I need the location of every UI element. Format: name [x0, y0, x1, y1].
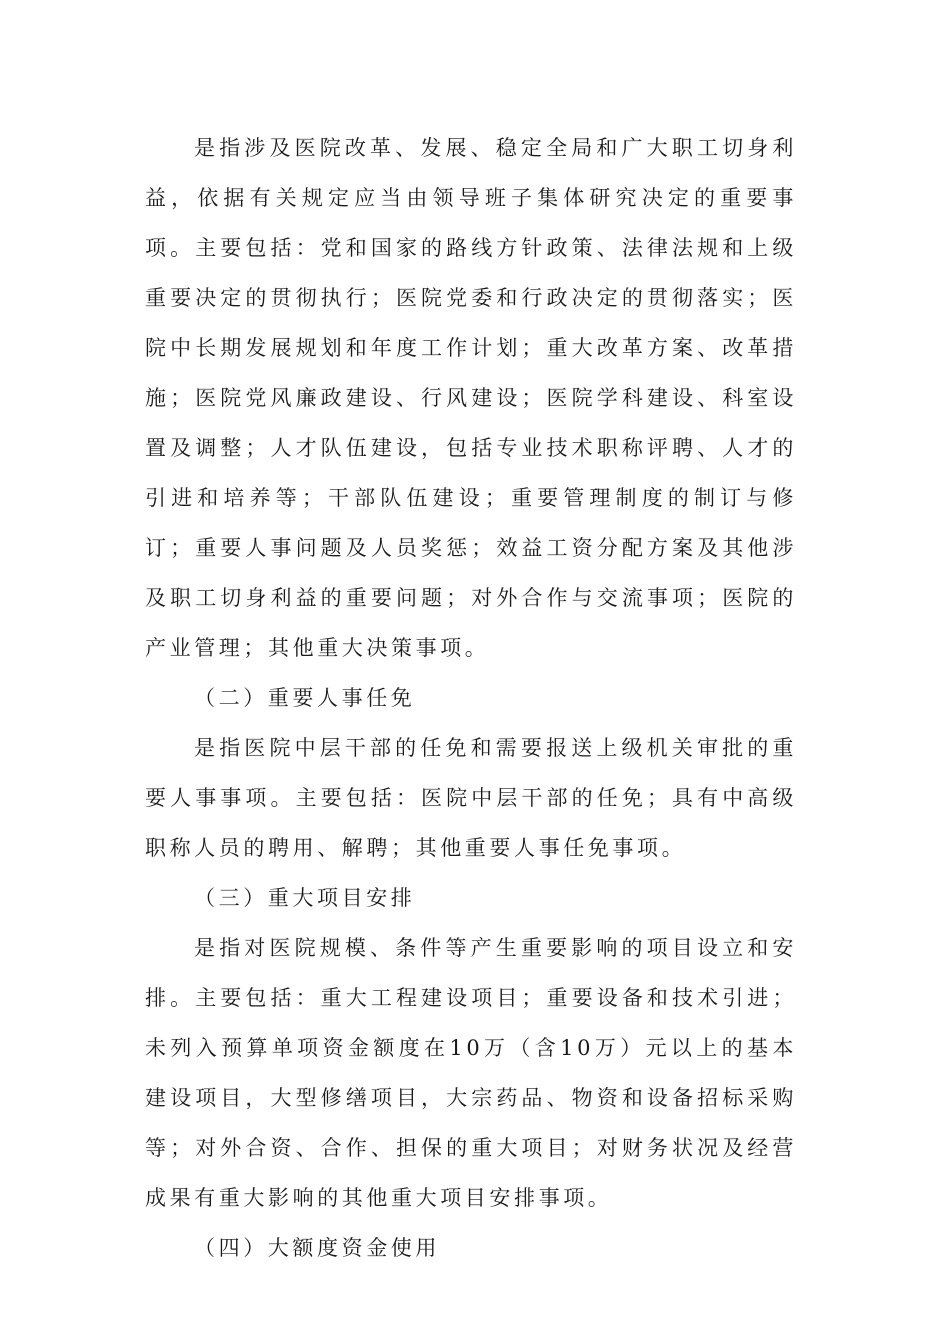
paragraph-major-decisions: 是指涉及医院改革、发展、稳定全局和广大职工切身利益，依据有关规定应当由领导班子集体研究决定的重要事项。主要包括：党和国家的路线方针政策、法律法规和上级重要决定的贯彻执行；医院党委和行政决定的贯彻落实；医院中长期发展规划和年度工作计划；重大改革方案、改革措施；医院党风廉政建设、行风建设；医院学科建设、科室设置及调整；人才队伍建设，包括专业技术职称评聘、人才的引进和培养等；干部队伍建设；重要管理制度的制订与修订；重要人事问题及人员奖惩；效益工资分配方案及其他涉及职工切身利益的重要问题；对外合作与交流事项；医院的产业管理；其他重大决策事项。: [145, 136, 797, 660]
document-body: [145, 123, 797, 1273]
section-heading-funds: （四）大额度资金使用: [194, 1236, 440, 1260]
paragraph-personnel: 是指医院中层干部的任免和需要报送上级机关审批的重要人事事项。主要包括：医院中层干部的任免；具有中高级职称人员的聘用、解聘；其他重要人事任免事项。: [145, 736, 797, 860]
paragraph-projects: 是指对医院规模、条件等产生重要影响的项目设立和安排。主要包括：重大工程建设项目；重要设备和技术引进；未列入预算单项资金额度在10万（含10万）元以上的基本建设项目，大型修缮项目，大宗药品、物资和设备招标采购等；对外合资、合作、担保的重大项目；对财务状况及经营成果有重大影响的其他重大项目安排事项。: [145, 936, 797, 1210]
section-heading-personnel: （二）重要人事任免: [194, 686, 416, 710]
section-heading-projects: （三）重大项目安排: [194, 886, 416, 910]
